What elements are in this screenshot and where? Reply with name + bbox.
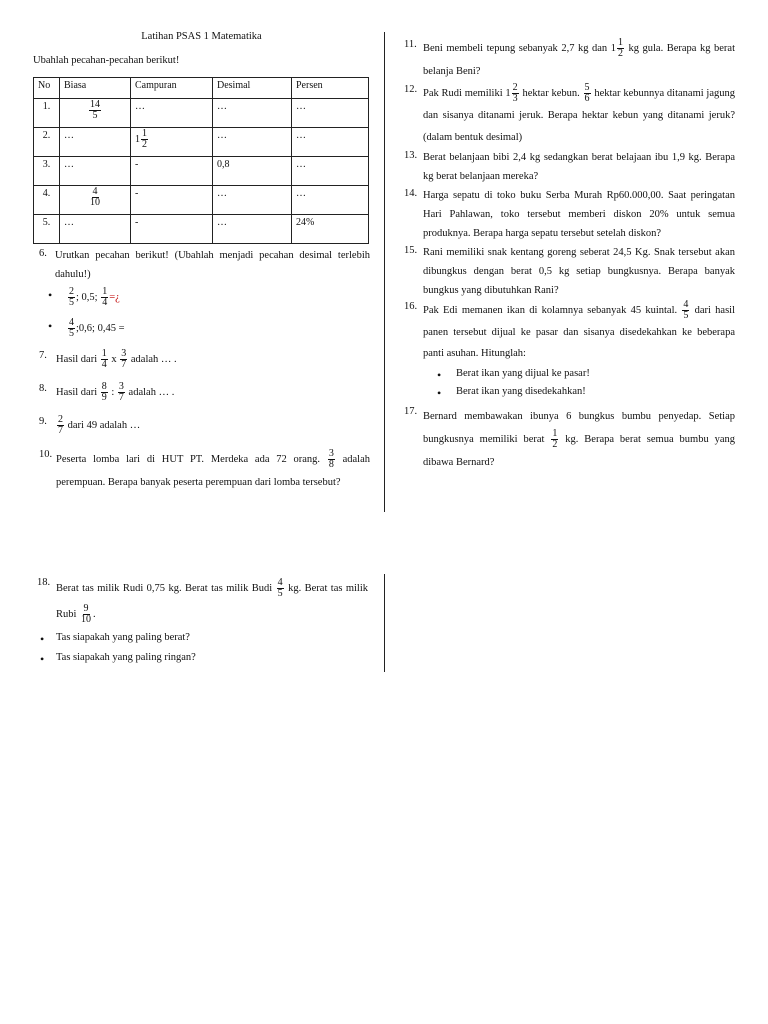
cell-persen: … — [292, 99, 369, 128]
table-row — [34, 157, 369, 186]
list-item: • $\frac{4}{5}$ ;0,6; 0,45 = — [45, 318, 370, 339]
question-14: 14. Harga sepatu di toko buku Serba Murah Rp60.000,00. Saat peringatan Hari Pahlawan, toko tersebut memberi diskon 20% untuk semua produknya. Berapa harga sepatu tersebut setelah diskon? — [404, 188, 735, 239]
cell-desimal: 0,8 — [213, 157, 292, 186]
right-column — [404, 38, 735, 475]
fraction: $\frac{14}{5}$ — [90, 99, 100, 122]
column-divider-top — [384, 32, 385, 512]
cell-biasa — [60, 186, 131, 215]
cell-campuran: … — [131, 99, 213, 128]
table-header-row — [34, 78, 369, 99]
question-10: 10. Peserta lomba lari di HUT PT. Merdeka ada 72 orang. $\frac{3}{8}$ adalah perempuan. Berapa banyak peserta perempuan dari lomba tersebut? — [39, 448, 371, 489]
column-divider-bottom — [384, 574, 385, 672]
col-header-campuran: Campuran — [131, 78, 213, 99]
question-18-list — [37, 631, 368, 665]
cell-biasa: … — [60, 215, 131, 244]
table-row — [34, 186, 369, 215]
cell-no: 5. — [34, 215, 60, 244]
instruction: Ubahlah pecahan-pecahan berikut! — [33, 55, 180, 67]
cell-biasa: … — [60, 157, 131, 186]
list-item: • Tas siapakah yang paling ringan? — [37, 651, 368, 665]
table-row — [34, 128, 369, 157]
question-8: 8. Hasil dari $\frac{8}{9}$ : $\frac{3}{7}$ adalah … . — [39, 381, 175, 404]
fraction-table — [33, 77, 369, 244]
question-6-list — [33, 287, 370, 339]
bottom-section — [37, 576, 368, 671]
cell-no: 3. — [34, 157, 60, 186]
fraction: $\frac{1}{2}$ — [142, 128, 147, 151]
question-13: 13. Berat belanjaan bibi 2,4 kg sedangkan berat belajaan ibu 1,9 kg. Berapa kg berat belanjaan mereka? — [404, 150, 735, 183]
question-6: 6. Urutkan pecahan berikut! (Ubahlah menjadi pecahan desimal terlebih dahulu!) — [39, 248, 370, 280]
table-row — [34, 99, 369, 128]
cell-persen: 24% — [292, 215, 369, 244]
cell-persen: … — [292, 186, 369, 215]
question-18: 18. Berat tas milik Rudi 0,75 kg. Berat tas milik Budi $\frac{4}{5}$ kg. Berat tas milik Rubi $\frac{9}{10}$ . — [37, 577, 369, 626]
cell-persen: … — [292, 128, 369, 157]
col-header-persen: Persen — [292, 78, 369, 99]
fraction: $\frac{4}{10}$ — [90, 186, 100, 209]
question-15: 15. Rani memiliki snak kentang goreng seberat 24,5 Kg. Snak tersebut akan dibungkus dengan berat 0,5 kg setiap bungkusnya. Berapa banyak bungkus yang dibutuhkan Rani? — [404, 244, 735, 296]
question-7: 7. Hasil dari $\frac{1}{4}$ x $\frac{3}{7}$ adalah … . — [39, 348, 177, 371]
cell-campuran: 1 $\frac{1}{2}$ — [131, 128, 213, 157]
cell-campuran: - — [131, 157, 213, 186]
col-header-biasa: Biasa — [60, 78, 131, 99]
cell-campuran: - — [131, 215, 213, 244]
cell-campuran: - — [131, 186, 213, 215]
left-column — [33, 30, 370, 494]
cell-persen: … — [292, 157, 369, 186]
question-16-list — [404, 367, 735, 399]
question-17: 17. Bernard membawakan ibunya 6 bungkus bumbu penyedap. Setiap bungkusnya memiliki berat $\frac{1}{2}$ kg. Berapa berat semua bumbu yang dibawa Bernard? — [404, 406, 736, 469]
list-item: • $\frac{2}{5}$ ; 0,5; $\frac{1}{4}$ =¿ — [45, 287, 370, 308]
question-16: 16. Pak Edi memanen ikan di kolamnya sebanyak 45 kuintal. $\frac{4}{5}$ dari hasil panen tersebut dijual ke pasar dan sisanya disedekahkan ke beberapa panti asuhan. Hitunglah: — [404, 299, 736, 360]
list-item: • Tas siapakah yang paling berat? — [37, 631, 368, 645]
cell-no: 1. — [34, 99, 60, 128]
list-item: • Berat ikan yang dijual ke pasar! — [434, 367, 735, 381]
cell-desimal: … — [213, 128, 292, 157]
question-11: 11. Beni membeli tepung sebanyak 2,7 kg dan 1 $\frac{1}{2}$ kg gula. Berapa kg berat belanja Beni? — [404, 37, 736, 77]
page-title: Latihan PSAS 1 Matematika — [141, 31, 262, 42]
cell-desimal: … — [213, 186, 292, 215]
cell-no: 2. — [34, 128, 60, 157]
cell-no: 4. — [34, 186, 60, 215]
question-12: 12. Pak Rudi memiliki 1 $\frac{2}{3}$ hektar kebun. $\frac{5}{6}$ hektar kebunnya ditanami jagung dan sisanya ditanami jeruk. Berapa hektar kebun yang ditanami jeruk? (dalam bentuk desimal) — [404, 82, 736, 144]
cell-biasa — [60, 99, 131, 128]
col-header-desimal: Desimal — [213, 78, 292, 99]
list-item: • Berat ikan yang disedekahkan! — [434, 385, 735, 399]
col-header-no: No — [34, 78, 60, 99]
cell-biasa: … — [60, 128, 131, 157]
question-9: 9. $\frac{2}{7}$ dari 49 adalah … — [39, 414, 141, 437]
cell-desimal: … — [213, 99, 292, 128]
cell-desimal: … — [213, 215, 292, 244]
table-row — [34, 215, 369, 244]
